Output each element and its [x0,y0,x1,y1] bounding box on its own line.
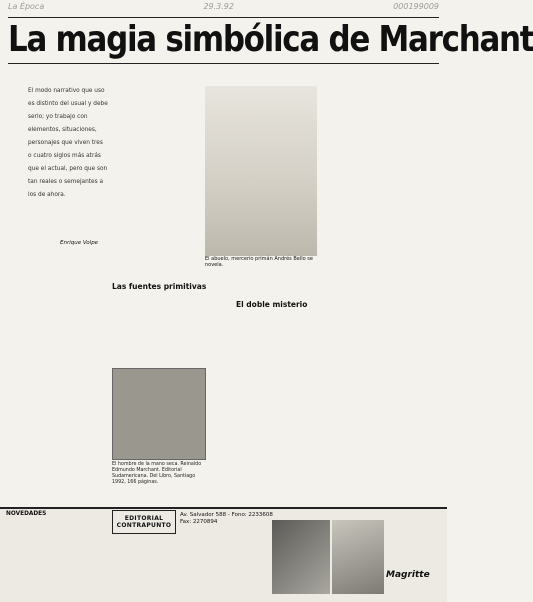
ad-address-line: Av. Salvador 588 - Fono: 2233608 [180,512,273,518]
column-4 [318,84,440,504]
headline: La magia simbólica de Marchant [8,19,533,60]
column-2 [108,84,202,279]
headline-rule [8,63,439,64]
ad-novedades: NOVEDADES [6,511,47,517]
column-3 [206,272,310,502]
ad-magritte: Magritte [386,570,430,580]
ad-image-1 [272,520,330,594]
column-1 [8,250,104,500]
column-2b [108,294,202,364]
ad-address [180,512,273,526]
book-caption: El hombre de la mano seca. Reinaldo Edmundo Marchant. Editorial Sudamericana. Del Libro, Santiago 1992, 166 páginas. [112,462,202,485]
ad-image-2 [332,520,384,594]
subhead-misterio: El doble misterio [236,300,308,309]
masthead-handwriting: La Época 29.3.92 000199009 [8,2,439,11]
book-cover [112,368,206,460]
photo-caption: El abuelo, mercerío primán Andrés Bello se novela. [205,256,313,269]
top-rule [8,17,439,18]
subhead-fuentes: Las fuentes primitivas [112,282,207,291]
lead-quote: El modo narrativo que uso es distinto del usual y debe serlo; yo trabajo con elementos, situaciones, personajes que viven tres o cuatro siglos más atrás que el actual, pero que son tan reales o semejantes a los de ahora. [28,88,108,198]
byline: Enrique Volpe [60,240,99,246]
author-portrait [205,86,317,256]
ad-fax-line: Fax: 2270894 [180,519,218,525]
publisher-logo: EDITORIAL CONTRAPUNTO [112,510,176,534]
